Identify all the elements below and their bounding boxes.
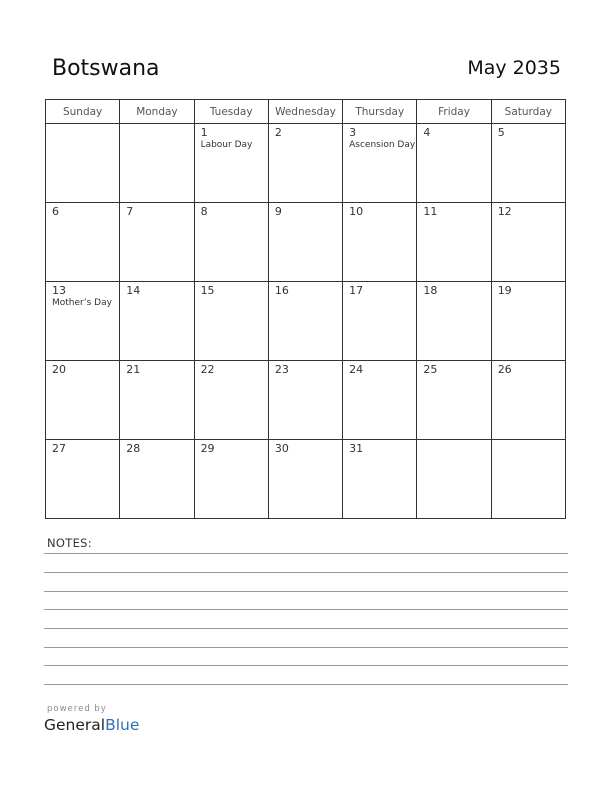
day-number: 25: [423, 363, 438, 376]
day-number: 11: [423, 205, 438, 218]
weekday-header: Wednesday: [268, 100, 342, 124]
day-number: 4: [423, 126, 431, 139]
day-cell: [491, 361, 565, 440]
day-cell: [343, 203, 417, 282]
day-number: 3: [349, 126, 357, 139]
notes-line: [44, 591, 568, 592]
day-cell: [417, 440, 491, 519]
day-cell: [194, 203, 268, 282]
day-number: 23: [274, 363, 289, 376]
notes-line: [44, 553, 568, 554]
notes-line: [44, 628, 568, 629]
weekday-header-row: [46, 100, 566, 124]
day-number: 9: [274, 205, 282, 218]
holiday-label: Labour Day: [200, 140, 253, 150]
day-cell: [268, 203, 342, 282]
day-cell: [268, 282, 342, 361]
day-cell: [491, 203, 565, 282]
holiday-label: Ascension Day: [349, 140, 416, 150]
day-cell: [46, 361, 120, 440]
day-number: 5: [497, 126, 505, 139]
notes-label: NOTES:: [47, 536, 92, 550]
day-cell: [417, 124, 491, 203]
day-cell: [491, 282, 565, 361]
day-cell: [194, 282, 268, 361]
week-row: [46, 440, 566, 519]
day-number: 18: [423, 284, 438, 297]
day-cell: [46, 440, 120, 519]
day-number: 26: [497, 363, 512, 376]
day-number: 29: [200, 442, 215, 455]
day-number: 16: [274, 284, 289, 297]
day-number: 15: [200, 284, 215, 297]
day-number: 21: [126, 363, 141, 376]
day-cell: [120, 124, 194, 203]
day-number: 7: [126, 205, 134, 218]
brand-blue-text: Blue: [105, 716, 140, 734]
day-cell: [343, 361, 417, 440]
holiday-label: Mother’s Day: [52, 298, 112, 308]
day-cell: [46, 124, 120, 203]
calendar-grid: [45, 99, 566, 519]
day-cell: [417, 203, 491, 282]
notes-line: [44, 572, 568, 573]
day-cell: [120, 361, 194, 440]
day-cell: [491, 124, 565, 203]
powered-by-text: powered by: [47, 704, 107, 714]
day-number: 2: [274, 126, 282, 139]
calendar-country-title: Botswana: [52, 56, 160, 81]
calendar-month-title: May 2035: [467, 57, 561, 79]
day-number: 14: [126, 284, 141, 297]
day-number: 8: [200, 205, 208, 218]
notes-line: [44, 609, 568, 610]
weekday-header: Thursday: [343, 100, 417, 124]
weekday-header: Tuesday: [194, 100, 268, 124]
day-number: 20: [52, 363, 66, 376]
week-row: [46, 124, 566, 203]
notes-line: [44, 647, 568, 648]
weekday-header: Saturday: [491, 100, 565, 124]
week-row: [46, 361, 566, 440]
day-cell: [268, 361, 342, 440]
brand-general-text: General: [44, 716, 106, 734]
day-cell: [120, 282, 194, 361]
week-row: [46, 282, 566, 361]
day-cell: [194, 361, 268, 440]
day-cell: [194, 440, 268, 519]
day-number: 28: [126, 442, 141, 455]
day-cell: [268, 440, 342, 519]
day-cell: [343, 124, 417, 203]
day-number: 12: [497, 205, 512, 218]
brand-logo: [44, 716, 139, 734]
day-cell: [120, 203, 194, 282]
day-number: 13: [52, 284, 66, 297]
day-number: 1: [200, 126, 208, 139]
weekday-header: Friday: [417, 100, 491, 124]
day-cell: [194, 124, 268, 203]
day-number: 31: [349, 442, 364, 455]
day-number: 24: [349, 363, 364, 376]
day-number: 17: [349, 284, 364, 297]
weekday-header: Monday: [120, 100, 194, 124]
notes-line: [44, 665, 568, 666]
notes-line: [44, 684, 568, 685]
day-number: 6: [52, 205, 59, 218]
day-cell: [417, 361, 491, 440]
day-number: 19: [497, 284, 512, 297]
day-number: 30: [274, 442, 289, 455]
day-cell: [343, 440, 417, 519]
day-number: 22: [200, 363, 215, 376]
day-cell: [46, 282, 120, 361]
day-number: 27: [52, 442, 66, 455]
day-cell: [120, 440, 194, 519]
day-cell: [268, 124, 342, 203]
week-row: [46, 203, 566, 282]
day-cell: [46, 203, 120, 282]
day-number: 10: [349, 205, 364, 218]
day-cell: [417, 282, 491, 361]
day-cell: [491, 440, 565, 519]
weekday-header: Sunday: [46, 100, 120, 124]
day-cell: [343, 282, 417, 361]
